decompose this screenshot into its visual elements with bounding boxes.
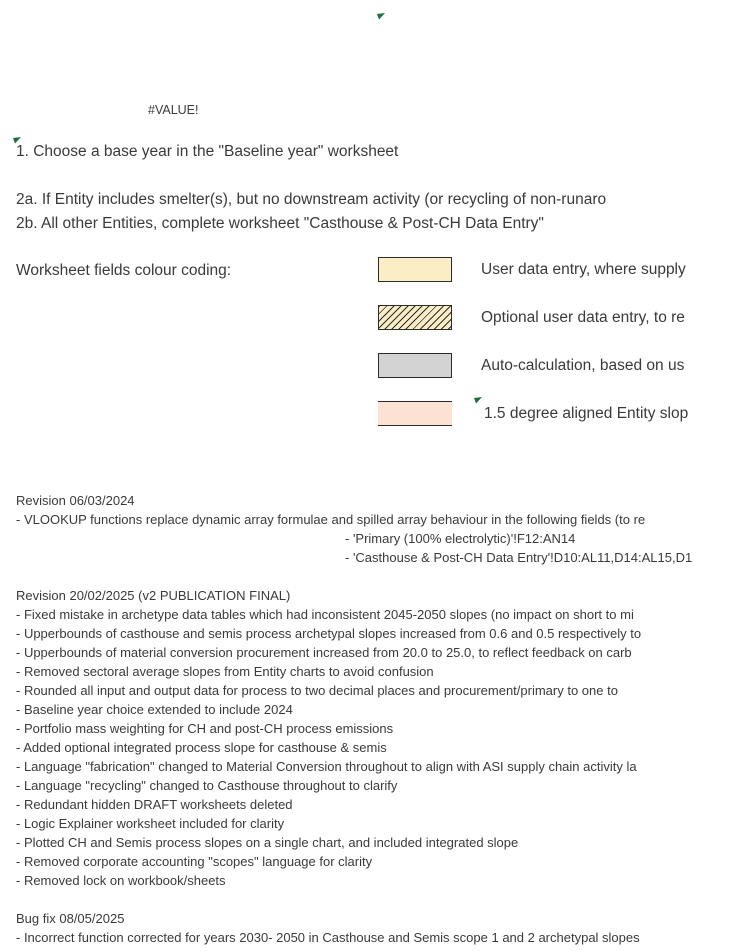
revision-item[interactable]: - Logic Explainer worksheet included for clarity (16, 816, 285, 831)
cell-flag-icon (377, 13, 385, 20)
instruction-step-2b[interactable]: 2b. All other Entities, complete worksheet "Casthouse & Post-CH Data Entry" (16, 215, 544, 232)
revision-item[interactable]: - Portfolio mass weighting for CH and post-CH process emissions (16, 721, 394, 736)
revision-item[interactable]: - Removed lock on workbook/sheets (16, 873, 226, 888)
revision-item[interactable]: - VLOOKUP functions replace dynamic array formulae and spilled array behaviour in the following fields (to re (16, 512, 646, 527)
legend-swatch-user-entry[interactable] (378, 257, 452, 282)
revision-item[interactable]: - Removed sectoral average slopes from Entity charts to avoid confusion (16, 664, 434, 679)
bugfix-section-2025-05-08 (16, 909, 735, 947)
error-value-cell[interactable]: #VALUE! (148, 103, 199, 117)
revision-item[interactable]: - Incorrect function corrected for years 2030- 2050 in Casthouse and Semis scope 1 and 2 archetypal slopes (16, 930, 640, 945)
revision-section-2025-02-20 (16, 586, 735, 890)
legend-swatch-auto-calculation[interactable] (378, 353, 452, 378)
revision-item[interactable]: - Removed corporate accounting "scopes" language for clarity (16, 854, 373, 869)
revision-item[interactable]: - Fixed mistake in archetype data tables which had inconsistent 2045-2050 slopes (no impact on short to mi (16, 607, 634, 622)
legend-swatch-optional-entry[interactable] (378, 305, 452, 330)
revision-item[interactable]: - 'Primary (100% electrolytic)'!F12:AN14 (345, 531, 576, 546)
revision-item[interactable]: - Baseline year choice extended to include 2024 (16, 702, 293, 717)
revision-heading[interactable]: Revision 06/03/2024 (16, 493, 135, 508)
legend-swatch-aligned-slope[interactable] (378, 401, 452, 426)
revision-item[interactable]: - Plotted CH and Semis process slopes on a single chart, and included integrated slope (16, 835, 519, 850)
legend-label-auto-calculation[interactable]: Auto-calculation, based on us (481, 357, 685, 374)
legend-label-aligned-slope[interactable]: 1.5 degree aligned Entity slop (484, 405, 689, 422)
revision-item[interactable]: - Upperbounds of casthouse and semis process archetypal slopes increased from 0.6 and 0.5 respectively to (16, 626, 642, 641)
revision-item[interactable]: - Added optional integrated process slope for casthouse & semis (16, 740, 387, 755)
revision-item[interactable]: - Rounded all input and output data for process to two decimal places and procurement/primary to one to (16, 683, 618, 698)
instruction-step-1[interactable]: 1. Choose a base year in the "Baseline year" worksheet (16, 143, 399, 160)
revision-heading[interactable]: Bug fix 08/05/2025 (16, 911, 125, 926)
revision-item[interactable]: - 'Casthouse & Post-CH Data Entry'!D10:AL11,D14:AL15,D1 (345, 550, 693, 565)
revision-item[interactable]: - Language "recycling" changed to Casthouse throughout to clarify (16, 778, 398, 793)
legend-label-user-entry[interactable]: User data entry, where supply (481, 261, 686, 278)
instruction-step-2a[interactable]: 2a. If Entity includes smelter(s), but no downstream activity (or recycling of non-runaro (16, 191, 607, 208)
legend-title[interactable]: Worksheet fields colour coding: (16, 262, 232, 279)
cell-flag-icon (474, 397, 482, 404)
revision-item[interactable]: - Language "fabrication" changed to Material Conversion throughout to align with ASI supply chain activity la (16, 759, 637, 774)
revision-heading[interactable]: Revision 20/02/2025 (v2 PUBLICATION FINAL) (16, 588, 291, 603)
revision-item[interactable]: - Upperbounds of material conversion procurement increased from 20.0 to 25.0, to reflect feedback on carb (16, 645, 632, 660)
revision-section-2024-03-06 (16, 491, 735, 567)
legend-label-optional-entry[interactable]: Optional user data entry, to re (481, 309, 685, 326)
revision-item[interactable]: - Redundant hidden DRAFT worksheets deleted (16, 797, 293, 812)
